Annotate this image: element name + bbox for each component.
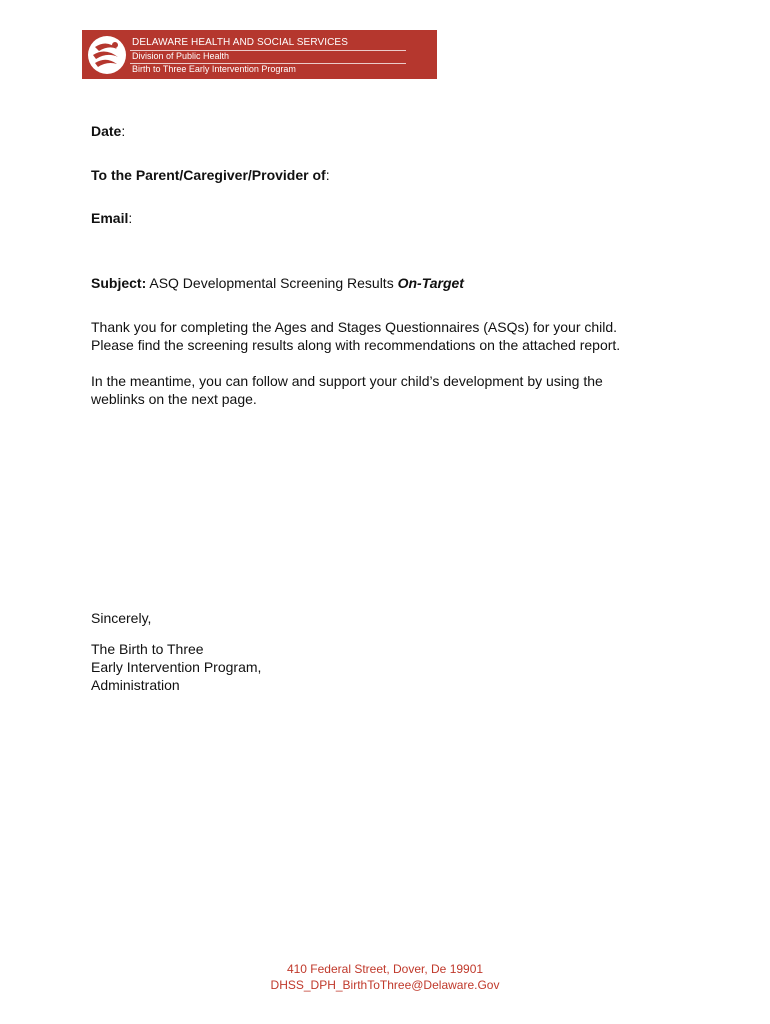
salutation: Sincerely, xyxy=(91,610,152,626)
subject-label: Subject: xyxy=(91,275,147,291)
body-paragraph-1-line-1: Thank you for completing the Ages and Stages Questionnaires (ASQs) for your child. xyxy=(91,319,618,335)
signature-line-1: The Birth to Three xyxy=(91,641,204,657)
body-paragraph-2-line-2: weblinks on the next page. xyxy=(91,391,257,407)
division-name: Division of Public Health xyxy=(132,51,230,61)
footer-email: DHSS_DPH_BirthToThree@Delaware.Gov xyxy=(270,978,500,992)
subject-status: On-Target xyxy=(397,275,464,291)
footer-address: 410 Federal Street, Dover, De 19901 xyxy=(286,962,484,976)
subject-text: ASQ Developmental Screening Results xyxy=(146,275,398,291)
date-colon: : xyxy=(121,123,126,139)
date-field xyxy=(91,122,125,140)
body-paragraph-2-line-1: In the meantime, you can follow and support your child’s development by using the xyxy=(91,373,603,389)
org-name: DELAWARE HEALTH AND SOCIAL SERVICES xyxy=(132,37,348,48)
body-paragraph-1-line-2: Please find the screening results along with recommendations on the attached report. xyxy=(91,337,621,353)
email-label: Email xyxy=(91,210,129,226)
header-banner xyxy=(82,30,437,79)
recipient-field xyxy=(91,166,330,184)
date-label: Date xyxy=(91,123,122,139)
email-field xyxy=(91,209,132,227)
dhss-logo-icon xyxy=(85,33,129,77)
recipient-label: To the Parent/Caregiver/Provider of xyxy=(91,167,326,183)
email-colon: : xyxy=(128,210,133,226)
program-name: Birth to Three Early Intervention Program xyxy=(132,64,296,74)
signature-line-3: Administration xyxy=(91,677,180,693)
signature-line-2: Early Intervention Program, xyxy=(91,659,262,675)
recipient-colon: : xyxy=(325,167,330,183)
subject-line xyxy=(91,274,464,292)
